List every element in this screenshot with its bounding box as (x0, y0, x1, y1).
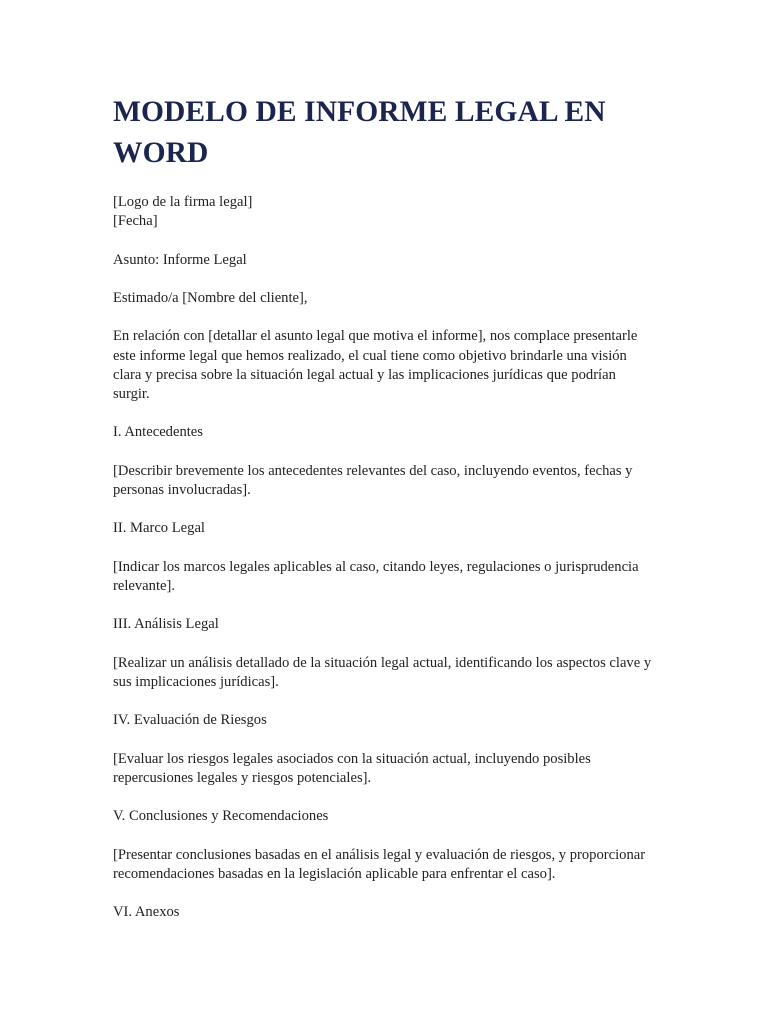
section-heading-antecedentes: I. Antecedentes (113, 424, 203, 441)
section-body-evaluacion-riesgos: [Evaluar los riesgos legales asociados con la situación actual, incluyendo posibles repercusiones legales y riesgos potenciales]. (113, 750, 591, 786)
date-placeholder: [Fecha] (113, 213, 158, 230)
section-body-antecedentes: [Describir brevemente los antecedentes relevantes del caso, incluyendo eventos, fechas y personas involucradas]. (113, 462, 633, 498)
document-title: MODELO DE INFORME LEGAL EN WORD (113, 96, 606, 169)
section-heading-evaluacion-riesgos: IV. Evaluación de Riesgos (113, 712, 267, 729)
greeting: Estimado/a [Nombre del cliente], (113, 289, 308, 306)
document-content (113, 92, 655, 942)
section-heading-marco-legal: II. Marco Legal (113, 520, 205, 537)
document-body (113, 193, 655, 923)
section-heading-anexos: VI. Anexos (113, 904, 180, 921)
section-heading-conclusiones: V. Conclusiones y Recomendaciones (113, 808, 329, 825)
letterhead (113, 193, 655, 231)
intro-paragraph: En relación con [detallar el asunto legal que motiva el informe], nos complace presentarle este informe legal que hemos realizado, el cual tiene como objetivo brindarle una visión clara y precisa sobre la situación legal actual y las implicaciones jurídicas que podrían surgir. (113, 328, 638, 402)
section-body-conclusiones: [Presentar conclusiones basadas en el análisis legal y evaluación de riesgos, y proporcionar recomendaciones basadas en la legislación aplicable para enfrentar el caso]. (113, 846, 646, 882)
section-heading-analisis-legal: III. Análisis Legal (113, 616, 219, 633)
section-body-marco-legal: [Indicar los marcos legales aplicables al caso, citando leyes, regulaciones o jurisprudencia relevante]. (113, 558, 639, 594)
logo-placeholder: [Logo de la firma legal] (113, 194, 253, 210)
section-body-analisis-legal: [Realizar un análisis detallado de la situación legal actual, identificando los aspectos clave y sus implicaciones jurídicas]. (113, 654, 652, 690)
subject-line: Asunto: Informe Legal (113, 251, 247, 268)
